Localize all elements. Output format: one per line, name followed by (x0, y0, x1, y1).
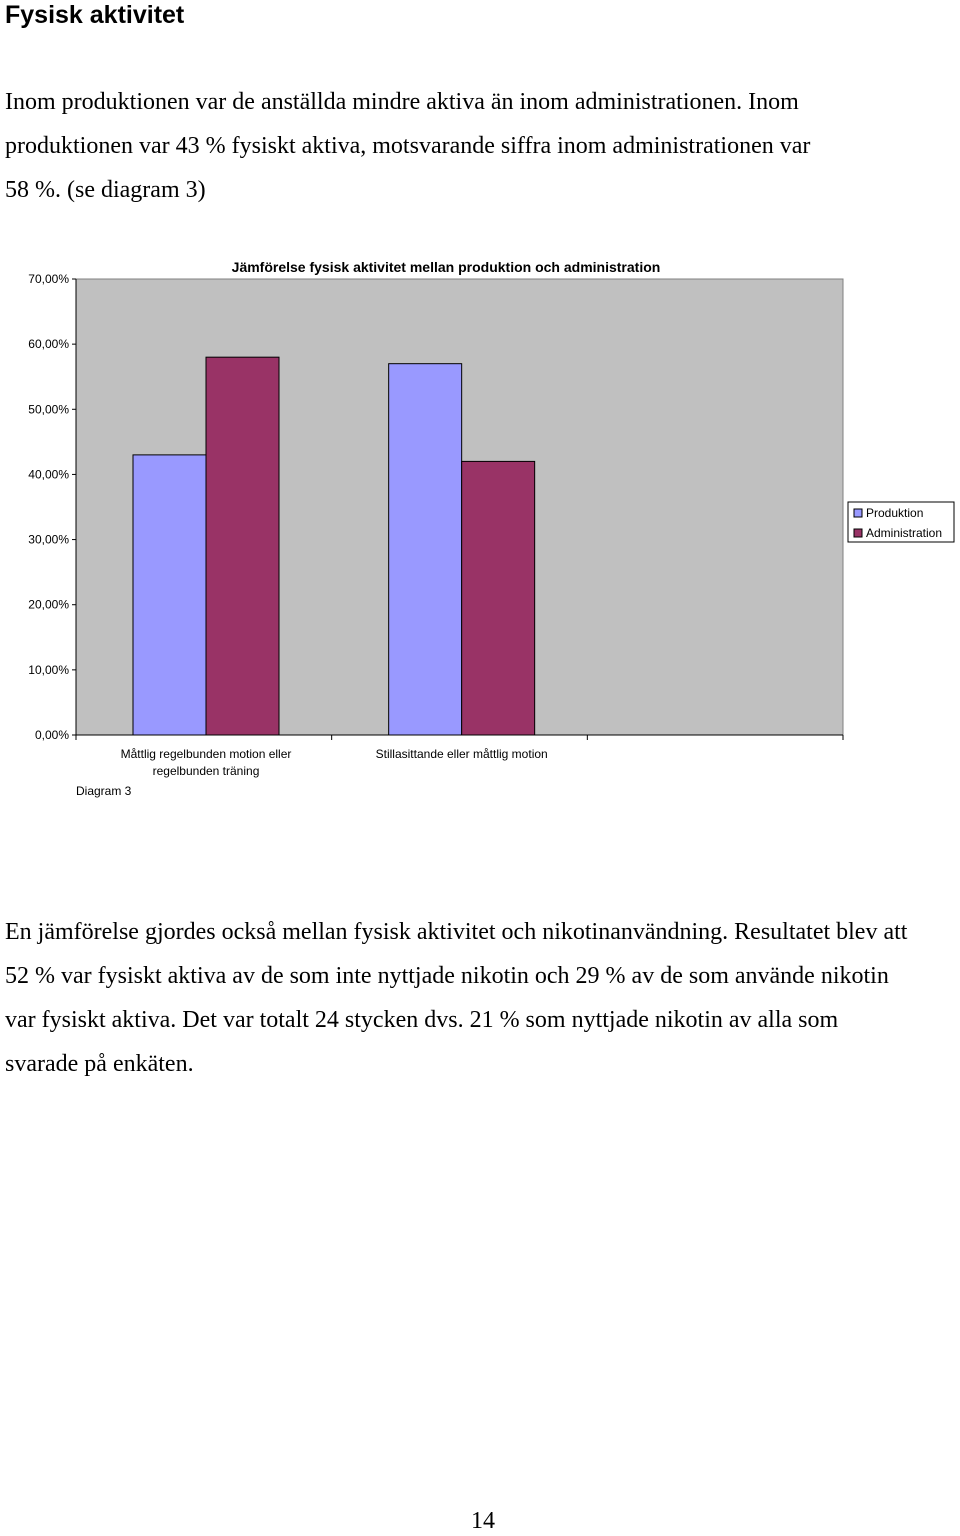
page-number: 14 (471, 1508, 495, 1534)
y-tick-label: 20,00% (28, 597, 69, 612)
bar-administration (206, 357, 279, 735)
x-category-label: Måttlig regelbunden motion eller (120, 747, 292, 761)
bar-chart (0, 240, 960, 820)
y-tick-label: 30,00% (28, 532, 69, 547)
legend-swatch (854, 529, 862, 537)
paragraph-line: svarade på enkäten. (5, 1051, 194, 1077)
bar-produktion (133, 455, 206, 735)
nicotine-paragraph (5, 910, 907, 1086)
legend-swatch (854, 509, 862, 517)
section-heading: Fysisk aktivitet (5, 1, 185, 29)
x-category-label: regelbunden träning (152, 764, 260, 778)
chart-title: Jämförelse fysisk aktivitet mellan produktion och administration (231, 259, 661, 275)
chart-caption: Diagram 3 (76, 784, 132, 798)
legend-label: Produktion (866, 506, 924, 520)
bar-produktion (389, 364, 462, 735)
paragraph-line: var fysiskt aktiva. Det var totalt 24 stycken dvs. 21 % som nyttjade nikotin av alla som (5, 1007, 839, 1033)
legend-label: Administration (866, 526, 943, 540)
paragraph-line: Inom produktionen var de anställda mindre aktiva än inom administrationen. Inom (5, 89, 799, 115)
paragraph-line: produktionen var 43 % fysiskt aktiva, motsvarande siffra inom administrationen var (5, 133, 811, 159)
paragraph-line: En jämförelse gjordes också mellan fysisk aktivitet och nikotinanvändning. Resultatet blev att (5, 919, 908, 945)
y-tick-label: 10,00% (28, 662, 69, 677)
y-tick-label: 50,00% (28, 402, 69, 417)
bar-chart-svg (0, 240, 960, 820)
paragraph-line: 58 %. (se diagram 3) (5, 177, 206, 203)
x-category-label: Stillasittande eller måttlig motion (375, 747, 548, 761)
bar-administration (462, 461, 535, 735)
y-tick-label: 40,00% (28, 467, 69, 482)
paragraph-line: 52 % var fysiskt aktiva av de som inte nyttjade nikotin och 29 % av de som använde nikotin (5, 963, 889, 989)
y-tick-label: 60,00% (28, 337, 69, 352)
y-tick-label: 0,00% (34, 728, 69, 742)
y-tick-label: 70,00% (28, 272, 69, 286)
intro-paragraph (5, 80, 810, 212)
